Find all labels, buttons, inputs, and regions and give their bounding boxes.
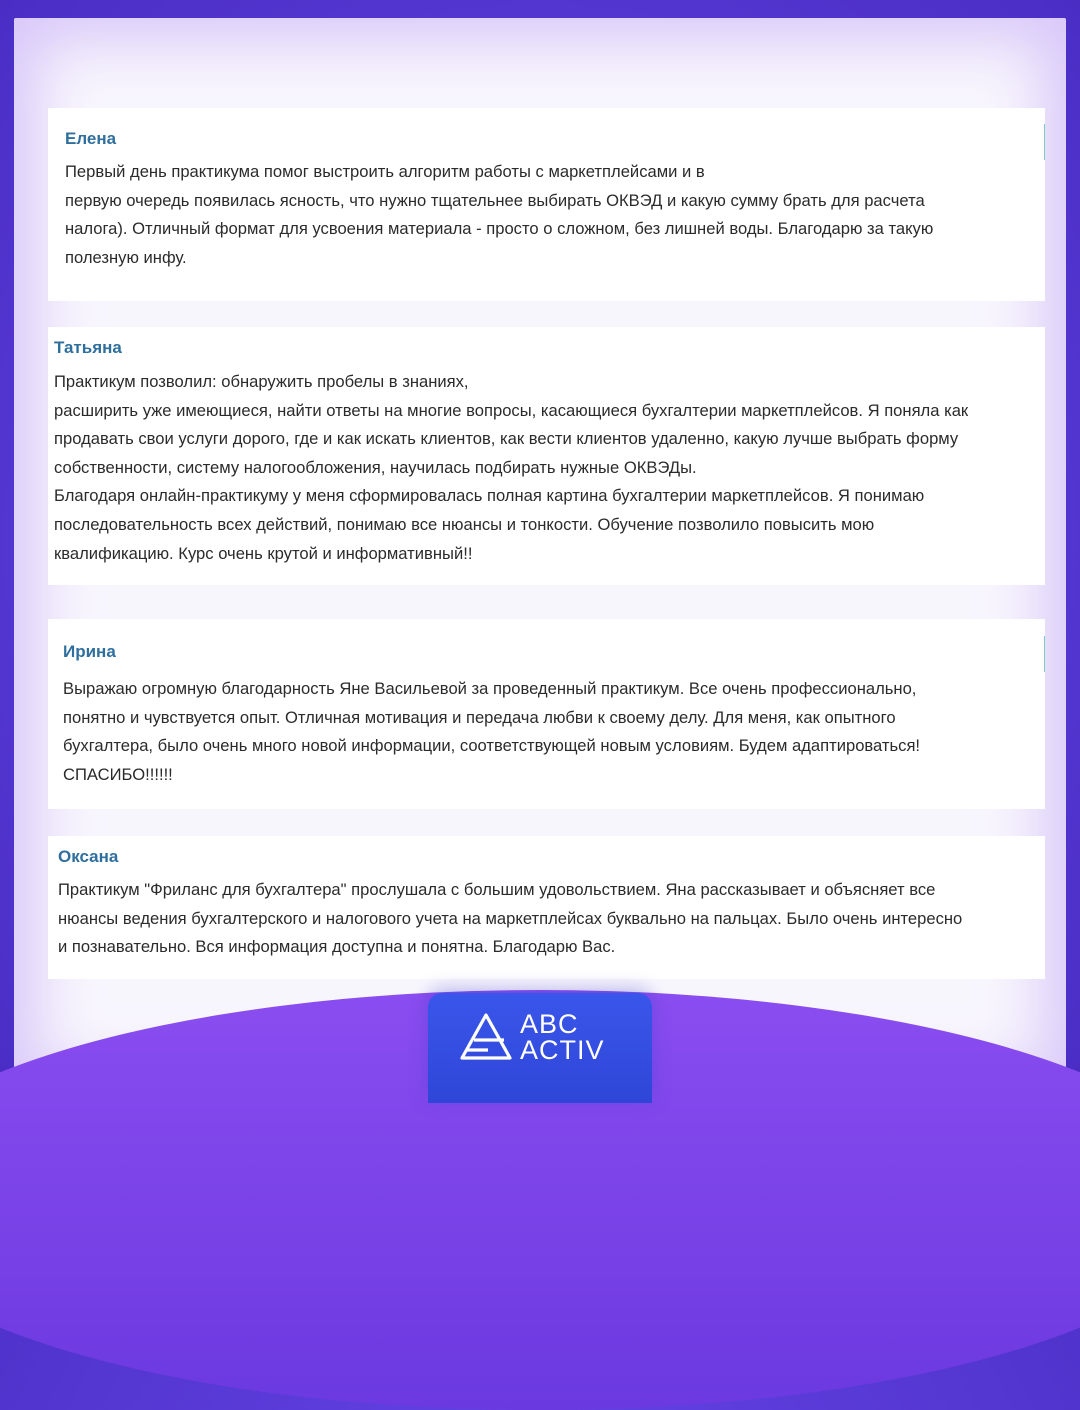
review-text — [65, 158, 933, 272]
reviewer-name: Ирина — [63, 642, 116, 661]
review-card-irina — [48, 619, 1045, 809]
review-line: и познавательно. Вся информация доступна и понятна. Благодарю Вас. — [58, 937, 616, 957]
reviewer-name: Елена — [65, 129, 117, 148]
triangle-logo-icon — [460, 1012, 516, 1062]
review-text — [58, 876, 962, 962]
review-line: Первый день практикума помог выстроить алгоритм работы с маркетплейсами и в — [65, 162, 705, 181]
logo-line-2: ACTIV — [520, 1035, 605, 1065]
review-card-oksana — [48, 836, 1045, 979]
review-line: расширить уже имеющиеся, найти ответы на многие вопросы, касающиеся бухгалтерии маркетплейсов. Я поняла как — [54, 400, 969, 420]
logo-wordmark — [520, 1011, 605, 1063]
review-line: квалификацию. Курс очень крутой и информативный!! — [54, 543, 473, 563]
card-edge-accent — [1044, 636, 1045, 672]
review-line: бухгалтера, было очень много новой информации, соответствующей новым условиям. Будем адаптироваться! — [63, 736, 921, 756]
review-card-tatiana — [48, 327, 1045, 585]
review-line: СПАСИБО!!!!!! — [63, 764, 173, 784]
reviewer-name: Оксана — [58, 847, 119, 866]
review-line: налога). Отличный формат для усвоения материала - просто о сложном, без лишней воды. Благодарю за такую — [65, 219, 934, 239]
review-line: Благодаря онлайн-практикуму у меня сформировалась полная картина бухгалтерии маркетплейсов. Я понимаю — [54, 486, 925, 506]
review-text — [63, 675, 920, 789]
review-line: Практикум "Фриланс для бухгалтера" прослушала с большим удовольствием. Яна рассказывает и объясняет все — [58, 880, 936, 899]
reviewer-name: Татьяна — [54, 338, 122, 357]
review-line: полезную инфу. — [65, 247, 187, 267]
review-line: первую очередь появилась ясность, что нужно тщательнее выбирать ОКВЭД и какую сумму брать для расчета — [65, 190, 925, 210]
review-card-elena — [48, 108, 1045, 301]
review-text — [54, 368, 968, 568]
card-edge-accent — [1044, 124, 1045, 160]
review-line: последовательность всех действий, понимаю все нюансы и тонкости. Обучение позволило повысить мою — [54, 514, 875, 534]
review-line: собственности, систему налогообложения, научилась подбирать нужные ОКВЭДы. — [54, 457, 697, 477]
review-line: Выражаю огромную благодарность Яне Васильевой за проведенный практикум. Все очень профессионально, — [63, 679, 917, 698]
logo-line-1: ABC — [520, 1009, 579, 1039]
review-line: Практикум позволил: обнаружить пробелы в знаниях, — [54, 372, 469, 391]
review-line: нюансы ведения бухгалтерского и налогового учета на маркетплейсах буквально на пальцах. Было очень интересно — [58, 908, 963, 928]
review-line: продавать свои услуги дорого, где и как искать клиентов, как вести клиентов удаленно, какую лучше выбрать форму — [54, 429, 959, 449]
review-line: понятно и чувствуется опыт. Отличная мотивация и передача любви к своему делу. Для меня, как опытного — [63, 707, 896, 727]
